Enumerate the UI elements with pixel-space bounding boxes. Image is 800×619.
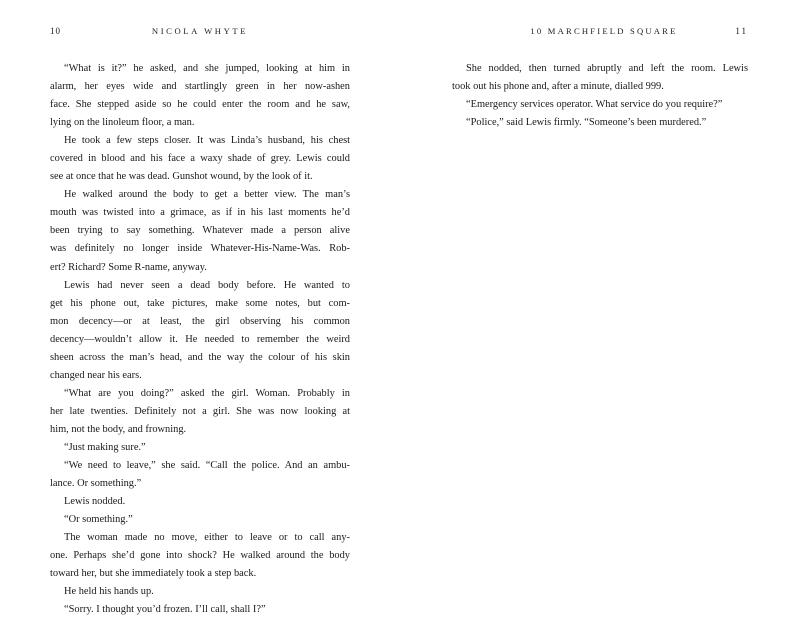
text-line: Lewis nodded. [64, 496, 126, 508]
text-line: was definitely no longer inside Whatever-His-Name-Was. Rob- [50, 243, 350, 255]
text-line: him, not the body, and frowning. [50, 423, 187, 435]
text-line: lying on the linoleum floor, a man. [50, 117, 195, 129]
text-line: He held his hands up. [64, 586, 154, 598]
text-line: lance. Or something.” [50, 478, 142, 490]
running-head-title: 10 MARCHFIELD SQUARE [530, 26, 678, 36]
right-page [400, 0, 800, 600]
text-line: changed near his ears. [50, 369, 142, 381]
text-line: “Sorry. I thought you’d frozen. I’ll call, shall I?” [64, 604, 266, 616]
text-line: He walked around the body to get a better view. The man’s [64, 189, 350, 201]
text-line: toward her, but she immediately took a step back. [50, 568, 257, 580]
text-line: The woman made no move, either to leave or to call any- [64, 532, 350, 544]
text-line: see at once that he was dead. Gunshot wound, by the look of it. [50, 171, 313, 183]
text-line: “What are you doing?” asked the girl. Woman. Probably in [64, 387, 350, 399]
text-line: took out his phone and, after a minute, dialled 999. [452, 81, 664, 93]
text-line: her late twenties. Definitely not a girl. She was now looking at [50, 405, 350, 417]
text-line: “Emergency services operator. What service do you require?” [466, 99, 723, 111]
page-number: 10 [50, 26, 61, 36]
text-line: “Or something.” [64, 514, 133, 526]
text-line: She nodded, then turned abruptly and left the room. Lewis [466, 63, 748, 74]
text-line: mon decency—or at least, the girl observing his common [50, 315, 350, 327]
text-line: mouth was twisted into a grimace, as if in his last moments he’d [50, 207, 350, 219]
text-line: been trying to say something. Whatever made a person alive [50, 225, 350, 237]
text-line: “Just making sure.” [64, 441, 146, 453]
page-number: 11 [735, 26, 748, 36]
text-line: one. Perhaps she’d gone into shock? He walked around the body [50, 550, 350, 562]
left-page [0, 0, 400, 616]
text-line: face. She stepped aside so he could enter the room and he saw, [50, 99, 350, 111]
text-line: “We need to leave,” she said. “Call the police. And an ambu- [64, 460, 350, 472]
running-head-author: NICOLA WHYTE [151, 26, 249, 36]
text-line: He took a few steps closer. It was Linda’s husband, his chest [64, 135, 350, 147]
text-line: Lewis had never seen a dead body before. He wanted to [64, 279, 350, 291]
text-line: “What is it?” he asked, and she jumped, looking at him in [64, 63, 350, 74]
text-line: sheen across the man’s head, and the way the colour of his skin [50, 351, 350, 363]
text-line: ert? Richard? Some R-name, anyway. [50, 261, 207, 273]
text-line: decency—wouldn’t allow it. He needed to remember the weird [50, 333, 350, 345]
body-text [50, 60, 350, 619]
text-line: get his phone out, take pictures, make some notes, but com- [50, 297, 350, 309]
body-text [452, 60, 748, 132]
text-line: “Police,” said Lewis firmly. “Someone’s been murdered.” [466, 117, 707, 129]
text-line: alarm, her eyes wide and startlingly green in her now-ashen [50, 81, 350, 93]
text-line: covered in blood and his face a waxy shade of grey. Lewis could [50, 153, 350, 165]
